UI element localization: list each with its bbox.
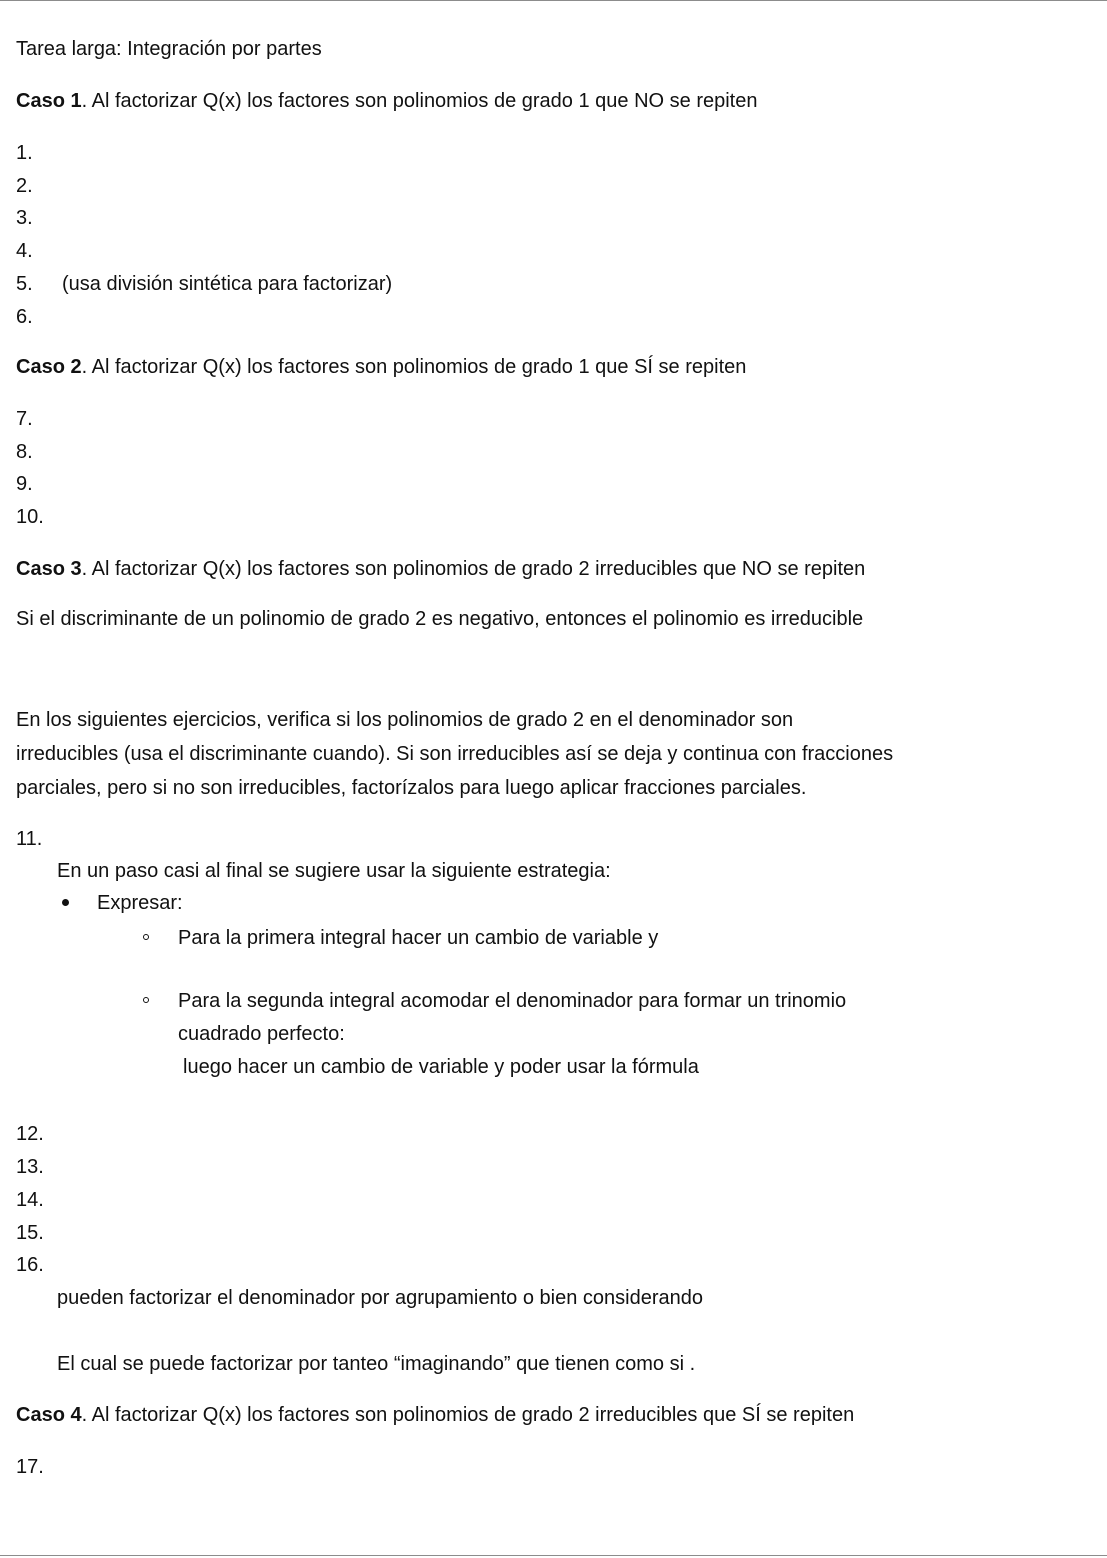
exercise-number: 8. [16,441,33,463]
page-title: Tarea larga: Integración por partes [16,38,322,60]
case-2-text: . Al factorizar Q(x) los factores son polinomios de grado 1 que SÍ se repiten [81,356,747,378]
case-3-label: Caso 3 [16,558,82,580]
exercise-number: 9. [16,473,33,495]
sub-bullet-second-integral: Para la segunda integral acomodar el denominador para formar un trinomio [178,990,847,1012]
bullet-dot-icon [62,899,69,906]
bottom-border-line [0,1555,1107,1556]
case-4-text: . Al factorizar Q(x) los factores son polinomios de grado 2 irreducibles que SÍ se repiten [81,1404,855,1426]
sub-bullet-second-integral-cont: cuadrado perfecto: [178,1023,345,1045]
case-1-text: . Al factorizar Q(x) los factores son polinomios de grado 1 que NO se repiten [81,90,758,112]
case-3-heading [16,557,865,581]
exercise-number: 4. [16,240,33,262]
exercise-16-note: El cual se puede factorizar por tanteo “imaginando” que tienen como si . [57,1353,696,1375]
strategy-intro: En un paso casi al final se sugiere usar la siguiente estrategia: [57,860,611,882]
case-4-label: Caso 4 [16,1404,82,1426]
bullet-ring-icon [143,934,149,940]
case-3-text: . Al factorizar Q(x) los factores son polinomios de grado 2 irreducibles que NO se repiten [81,558,866,580]
top-border-line [0,0,1107,1]
exercise-number: 1. [16,142,33,164]
case-4-heading [16,1403,854,1427]
bullet-ring-icon [143,997,149,1003]
exercise-number: 16. [16,1254,44,1276]
instructions-line: En los siguientes ejercicios, verifica si los polinomios de grado 2 en el denominador son [16,709,794,731]
exercise-5-note: (usa división sintética para factorizar) [62,273,393,295]
bullet-express: Expresar: [97,892,183,914]
exercise-number: 15. [16,1222,44,1244]
sub-bullet-second-integral-cont: luego hacer un cambio de variable y poder usar la fórmula [183,1056,699,1078]
exercise-number: 11. [16,828,43,850]
exercise-number: 14. [16,1189,44,1211]
exercise-number: 6. [16,306,33,328]
exercise-number: 5. [16,273,33,295]
exercise-number: 12. [16,1123,44,1145]
case-1-heading [16,89,757,113]
case-1-label: Caso 1 [16,90,82,112]
exercise-number: 17. [16,1456,44,1478]
sub-bullet-first-integral: Para la primera integral hacer un cambio de variable y [178,927,659,949]
case-2-heading [16,355,746,379]
instructions-line: irreducibles (usa el discriminante cuando). Si son irreducibles así se deja y continua con fracciones [16,743,894,765]
case-2-label: Caso 2 [16,356,82,378]
exercise-number: 3. [16,207,33,229]
discriminant-note: Si el discriminante de un polinomio de grado 2 es negativo, entonces el polinomio es irreducible [16,608,864,630]
exercise-number: 7. [16,408,33,430]
exercise-16-note: pueden factorizar el denominador por agrupamiento o bien considerando [57,1287,703,1309]
instructions-line: parciales, pero si no son irreducibles, factorízalos para luego aplicar fracciones parciales. [16,777,807,799]
exercise-number: 2. [16,175,33,197]
exercise-number: 10. [16,506,44,528]
exercise-number: 13. [16,1156,44,1178]
